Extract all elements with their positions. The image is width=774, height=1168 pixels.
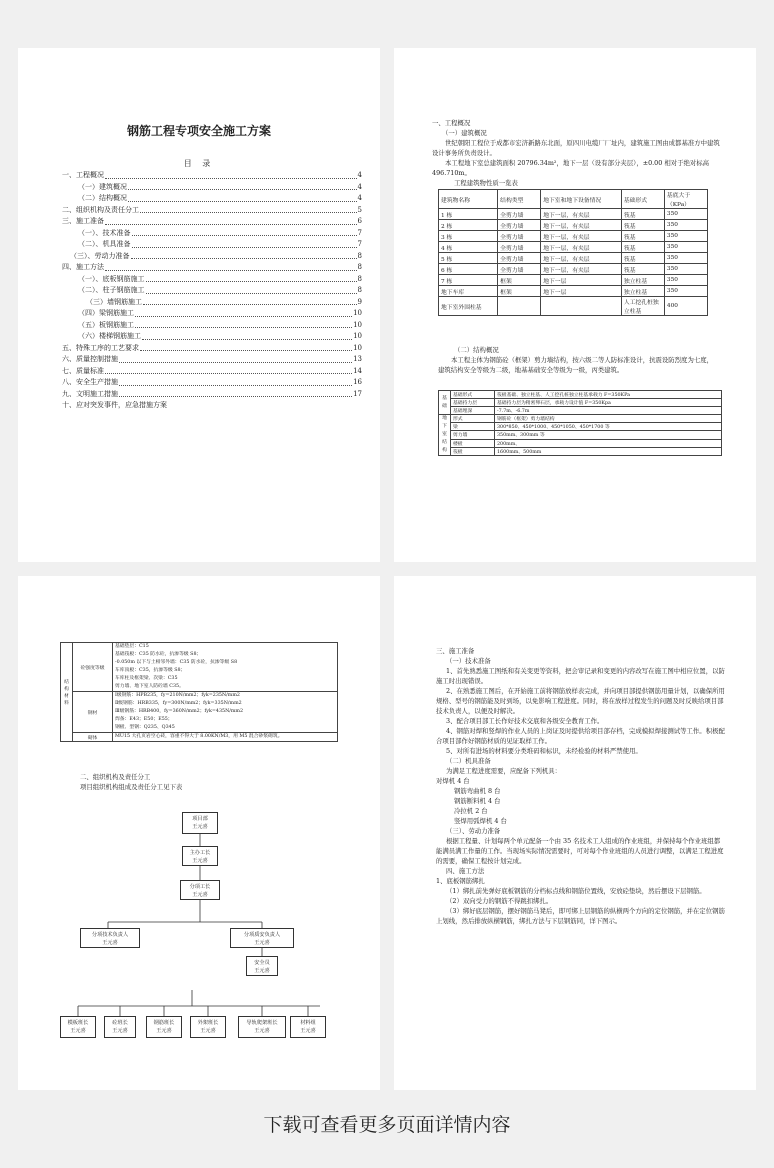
table-cell: 形式 — [451, 415, 495, 423]
table-header-cell: 基底大于（KPa） — [664, 190, 707, 209]
table-cell: 全剪力墙 — [498, 264, 541, 275]
table-cell: 梁 — [451, 423, 495, 431]
paragraph: 冷拉机 2 台 — [454, 807, 488, 815]
table-cell: 地下一层，有夹层 — [541, 209, 622, 220]
toc-item-label: （二）、柱子钢筋施工 — [78, 286, 145, 294]
table-value-line: 基础筏板：C35 防水砼，抗渗等级 S8； — [115, 652, 202, 657]
org-node-role: 安全员 — [254, 960, 270, 966]
table-cell: 筏基 — [621, 209, 664, 220]
toc-item-label: （六）楼梯钢筋施工 — [78, 332, 141, 340]
toc-dots — [119, 354, 352, 363]
paragraph: 四、施工方法 — [446, 867, 485, 875]
table-row — [439, 275, 708, 286]
table-row — [439, 415, 722, 423]
table-row — [439, 297, 708, 316]
toc-item-label: 一、工程概况 — [62, 171, 104, 179]
paragraph: （二）机具准备 — [446, 757, 491, 765]
structure-table — [438, 390, 722, 456]
org-node-role: 分项技术负责人 — [91, 932, 129, 938]
toc-item-label: （一）建筑概况 — [78, 182, 127, 191]
org-node-person: 王元喜 — [192, 892, 208, 898]
table-cell — [498, 297, 541, 316]
subsection-heading: （一）建筑概况 — [442, 129, 487, 137]
section-heading: 一、工程概况 — [432, 119, 471, 127]
paragraph: 3、配合项目部工长作好技术交底和各级安全教育工作。 — [446, 717, 604, 725]
table-cell: 6 栋 — [439, 264, 498, 275]
table-cell: 框架 — [498, 286, 541, 297]
document-page-4 — [394, 576, 756, 1090]
paragraph: 为满足工程进度需要，应配备下列机具： — [446, 767, 562, 775]
paragraph: （1）绑扎前先弹好底板钢筋的分档标点线和钢筋位置线，安放砼垫块，然后摆设下层钢筋。 — [446, 887, 706, 895]
table-value-line: Ⅲ级钢筋：HRB400，fy=360N/mm2；fyk=435N/mm2 — [115, 709, 244, 714]
toc-dots — [132, 239, 357, 248]
toc-dots — [143, 297, 357, 306]
toc-dots — [105, 170, 357, 179]
toc-dots — [140, 205, 357, 214]
org-node-person: 王元喜 — [200, 1028, 216, 1034]
document-page-1 — [18, 48, 380, 562]
table-value-line: 焊条：E43；E50；E55； — [115, 717, 173, 722]
table-cell: 3 栋 — [439, 231, 498, 242]
toc-item — [62, 193, 362, 205]
toc-item-page: 7 — [357, 240, 362, 248]
table-cell: 1 栋 — [439, 209, 498, 220]
body-text — [436, 646, 726, 926]
toc-item-page: 8 — [357, 274, 362, 283]
toc-dots — [128, 182, 357, 191]
table-cell: -7.7m、-6.7m — [495, 407, 722, 415]
toc-dots — [105, 366, 352, 375]
toc-item-label: （三）墙钢筋施工 — [86, 297, 142, 306]
toc-dots — [140, 343, 352, 352]
table-cell: 基础埋深 — [451, 407, 495, 415]
toc-item — [62, 205, 362, 217]
org-node-role: 主办工长 — [189, 850, 211, 856]
table-value-line: Ⅱ级钢筋：HRB335，fy=300N/mm2；fyk=335N/mm2 — [115, 701, 242, 706]
building-table — [438, 189, 708, 316]
toc-item-page: 16 — [353, 378, 362, 386]
toc-dots — [119, 389, 352, 398]
org-node-role: 材料组 — [300, 1020, 316, 1026]
toc-item-label: （一）、技术准备 — [78, 228, 131, 237]
org-node-person: 王元喜 — [156, 1028, 172, 1034]
table-cell: 楼板 — [451, 439, 495, 447]
toc-item — [62, 170, 362, 182]
table-row — [439, 220, 708, 231]
table-cell: 筏基 — [621, 231, 664, 242]
document-page-3 — [18, 576, 380, 1090]
toc-item-label: （一）、底板钢筋施工 — [78, 274, 145, 283]
row-group-label: 基础 — [439, 391, 451, 415]
table-header-cell: 地下室和地下设备情况 — [541, 190, 622, 209]
table-value-line: 车库顶板：C35，抗渗等级 S8； — [115, 668, 186, 673]
table-cell: 300*850、450*1000、450*1050、450*1700 等 — [495, 423, 722, 431]
table-cell: 地下一层 — [541, 275, 622, 286]
paragraph: 钢筋断料机 4 台 — [454, 797, 501, 805]
org-node-role: 外架班长 — [197, 1020, 219, 1026]
table-cell: 350 — [664, 209, 707, 220]
org-node-project — [182, 812, 218, 834]
paragraph: 钢筋弯曲机 8 台 — [454, 787, 501, 795]
toc-item-label: 三、施工准备 — [62, 217, 104, 225]
toc-heading: 目 录 — [183, 159, 215, 168]
paragraph: （一）技术准备 — [446, 657, 491, 665]
table-cell: 剪力墙 — [451, 431, 495, 439]
table-row — [439, 231, 708, 242]
table-cell: 筏基 — [621, 264, 664, 275]
org-node-person: 王元喜 — [300, 1028, 316, 1034]
org-node-person: 王元喜 — [112, 1028, 128, 1034]
table-cell: 350 — [664, 286, 707, 297]
org-node-person: 王元喜 — [192, 858, 208, 864]
org-node-team-lead — [190, 1016, 226, 1038]
table-cell: 钢筋砼（框架）剪力墙结构 — [495, 415, 722, 423]
toc-item-label: 九、文明施工措施 — [62, 389, 118, 398]
table-cell: 独立柱基 — [621, 286, 664, 297]
table-header-cell: 建筑物名称 — [439, 190, 498, 209]
document-page-2 — [394, 48, 756, 562]
row-group-label: 结构材料 — [61, 643, 73, 742]
table-cell: 筏基 — [621, 220, 664, 231]
toc-item — [62, 297, 362, 309]
table-cell: 地下车库 — [439, 286, 498, 297]
toc-item — [62, 239, 362, 251]
table-cell: 地下一层，有夹层 — [541, 220, 622, 231]
paragraph: 竖焊用弧焊机 4 台 — [454, 817, 507, 825]
org-node-person: 王元喜 — [102, 940, 118, 946]
toc-item-page: 14 — [353, 366, 362, 375]
table-cell: 地下一层，有夹层 — [541, 264, 622, 275]
table-cell: 400 — [664, 297, 707, 316]
paragraph: 4、钢筋对焊和竖焊的作业人员的上岗证及时提供给项目部存档，完成模拟焊接测试等工作。积极配合项目部作好钢筋材质的见证取样工作。 — [436, 727, 725, 745]
table-row — [439, 439, 722, 447]
toc-dots — [132, 228, 357, 237]
table-key-cell: 砼强度等级 — [73, 643, 113, 692]
building-table-wrapper — [438, 189, 708, 316]
org-node-main-foreman — [182, 846, 218, 866]
paragraph: （3）绑好底层钢筋，摆好钢筋马凳后，即可绑上层钢筋的纵横两个方向的定位钢筋，并在定位钢筋上划线，然后排放纵横钢筋，绑扎方法与下层钢筋同，详下图示。 — [436, 907, 725, 925]
table-header-row — [439, 190, 708, 209]
org-node-team-lead — [290, 1016, 326, 1038]
toc-dots — [142, 331, 352, 340]
toc-dots — [119, 377, 352, 386]
table-cell: 地下室外围柱基 — [439, 297, 498, 316]
table-cell: 5 栋 — [439, 253, 498, 264]
paragraph: 三、施工准备 — [436, 647, 475, 655]
table-cell: 人工挖孔桩独立柱基 — [621, 297, 664, 316]
paragraph: 1、首先熟悉施工图纸和有关变更等资料，把会审记录和变更的内容改写在施工图中相应位置，以防施工时出现错误。 — [436, 667, 725, 685]
toc-item — [62, 400, 362, 412]
org-node-person: 王元喜 — [254, 968, 270, 974]
table-cell: 地下一层，有夹层 — [541, 253, 622, 264]
table-key-cell: 钢材 — [73, 692, 113, 733]
toc-item-label: 七、质量标准 — [62, 366, 104, 375]
org-node-person: 王元喜 — [192, 824, 208, 830]
toc-item-page: 8 — [357, 286, 362, 294]
toc-item — [62, 354, 362, 366]
toc-dots — [146, 285, 357, 294]
toc-item-label: （二）结构概况 — [78, 194, 127, 202]
toc-item — [62, 343, 362, 355]
table-cell: 全剪力墙 — [498, 231, 541, 242]
table-cell: 全剪力墙 — [498, 253, 541, 264]
table-row — [439, 253, 708, 264]
toc-dots — [135, 308, 352, 317]
org-node-team-lead — [238, 1016, 286, 1038]
table-cell: 350 — [664, 220, 707, 231]
table-cell: 筏基 — [621, 242, 664, 253]
org-node-role: 钢筋班长 — [153, 1020, 175, 1026]
table-value-line: -0.050m 以下与土相邻外墙：C35 防水砼，抗渗等级 S8 — [115, 660, 238, 665]
org-node-team-lead — [146, 1016, 182, 1038]
org-node-role: 导轨爬架班长 — [246, 1020, 278, 1026]
org-node-role: 砼班长 — [112, 1020, 128, 1026]
table-header-cell: 基础形式 — [621, 190, 664, 209]
table-row — [439, 209, 708, 220]
toc-item-page: 5 — [357, 205, 362, 214]
toc-item-page: 4 — [357, 194, 362, 202]
download-more-caption: 下载可查看更多页面详情内容 — [263, 1114, 511, 1136]
table-cell: 筏板基础、独立柱基、人工挖孔桩独立柱基承载力 F=350KPa — [495, 391, 722, 399]
paragraph: （2）双向受力的钢筋不得跳扣绑扎。 — [446, 897, 553, 905]
org-node-team-lead — [60, 1016, 96, 1038]
org-node-quality-safety-lead — [230, 928, 294, 948]
toc-item — [62, 320, 362, 332]
table-cell: 筏基 — [621, 253, 664, 264]
org-node-person: 王元喜 — [254, 940, 270, 946]
table-header-cell: 结构类型 — [498, 190, 541, 209]
toc-item — [62, 331, 362, 343]
table-value-line: MU15 大孔页岩空心砖，容重不得大于 8.00KN/M3，用 M5 混合砂浆砌筑。 — [115, 734, 283, 739]
org-node-sub-foreman — [180, 880, 220, 900]
toc-item-page: 10 — [353, 343, 362, 352]
table-row — [439, 423, 722, 431]
toc-item-page: 10 — [353, 309, 362, 317]
toc-item-page: 10 — [353, 332, 362, 340]
org-node-role: 分项工长 — [189, 884, 211, 890]
table-row — [439, 286, 708, 297]
toc-item — [62, 274, 362, 286]
table-cell: 200mm、 — [495, 439, 722, 447]
table-cell — [541, 297, 622, 316]
table-value-line: 钢板、型钢：Q235、Q345 — [115, 725, 175, 730]
section-subtitle: 项目组织机构组成及责任分工见下表 — [80, 783, 183, 791]
toc-dots — [105, 216, 357, 225]
table-key-cell: 砌体 — [73, 733, 113, 742]
toc-item-page: 9 — [357, 297, 362, 306]
table-cell: 2 栋 — [439, 220, 498, 231]
toc-item — [62, 262, 362, 274]
org-node-person: 王元喜 — [70, 1028, 86, 1034]
paragraph: 1、底板钢筋绑扎 — [436, 877, 485, 885]
table-cell: 全剪力墙 — [498, 209, 541, 220]
toc-item-label: 八、安全生产措施 — [62, 378, 118, 386]
table-cell: 全剪力墙 — [498, 220, 541, 231]
org-node-safety-officer — [246, 956, 278, 976]
toc-item — [62, 285, 362, 297]
table-value-line: 车库柱及框架梁、次梁：C35 — [115, 676, 178, 681]
toc-item-page: 7 — [357, 228, 362, 237]
toc-item — [62, 216, 362, 228]
table-cell: 地下一层，有夹层 — [541, 231, 622, 242]
toc-item-label: 十、应对突发事件，应急措施方案 — [62, 401, 167, 409]
toc-dots — [105, 262, 357, 271]
org-node-person: 王元喜 — [254, 1028, 270, 1034]
table-value-line: 剪力墙、地下室人防砼墙 C35。 — [115, 684, 184, 689]
toc-item-label: 五、特殊工序的工艺要求 — [62, 343, 139, 352]
toc-item — [62, 389, 362, 401]
table-cell: 全剪力墙 — [498, 242, 541, 253]
paragraph: 2、在熟悉施工图后，在开始施工前将钢筋放样表完成，并向项目部提供钢筋用量计划，以确保所用规格、型号的钢筋能及时到场，以免影响工程进度。同时，将在放样过程发生的问题及时反映给项目部技术负责人，以便及时解决。 — [436, 687, 725, 715]
document-title: 钢筋工程专项安全施工方案 — [126, 124, 271, 138]
toc-item-page: 4 — [357, 171, 362, 179]
toc-item-label: （三）、劳动力准备 — [70, 251, 130, 260]
paragraph: 本工程主体为钢筋砼（框架）剪力墙结构，按六级二等人防标准设计，抗震设防烈度为七度，建筑结构安全等级为二级，地基基础安全等级为一级，丙类建筑。 — [438, 356, 714, 374]
toc-item-page: 8 — [357, 251, 362, 260]
structure-table-wrapper — [438, 390, 722, 456]
toc-item — [62, 182, 362, 194]
table-cell: 地下一层 — [541, 286, 622, 297]
toc-item — [62, 377, 362, 389]
table-cell: 350mm、300mm 等 — [495, 431, 722, 439]
toc-item — [62, 308, 362, 320]
table-value-line: 基础垫层：C15 — [115, 644, 149, 649]
paragraph: （三）、劳动力准备 — [446, 827, 501, 835]
table-row — [439, 407, 722, 415]
toc-dots — [146, 274, 357, 283]
toc-dots — [135, 320, 352, 329]
table-cell: 框架 — [498, 275, 541, 286]
table-caption: 工程建筑物性质一览表 — [454, 179, 518, 187]
section-heading: 二、组织机构及责任分工 — [80, 773, 151, 781]
table-cell: 350 — [664, 253, 707, 264]
table-cell: 筏板 — [451, 447, 495, 455]
org-node-tech-lead — [80, 928, 140, 948]
toc-item — [62, 366, 362, 378]
paragraph: 对焊机 4 台 — [436, 777, 470, 785]
table-cell: 基础形式 — [451, 391, 495, 399]
toc-item-label: 四、施工方法 — [62, 263, 104, 271]
table-cell: 1600mm、500mm — [495, 447, 722, 455]
paragraph: 5、对所有进场的材料要分类堆码和标识，未经检验的材料严禁使用。 — [446, 747, 642, 755]
toc-item — [62, 228, 362, 240]
paragraph: 世纪朝阳工程位于成都市宏济新路东北面，原四川电缆厂厂址内，建筑施工图由成都基准方中建筑设计事务所负责设计。 — [432, 139, 720, 157]
table-row — [439, 391, 722, 399]
row-group-label: 地下室结构 — [439, 415, 451, 456]
toc-item-label: 六、质量控制措施 — [62, 355, 118, 363]
toc-dots — [128, 193, 357, 202]
toc-item-page: 17 — [353, 389, 362, 398]
table-row — [439, 431, 722, 439]
paragraph: 本工程地下室总建筑面积 20796.34m²，地下一层（设有部分夹层），±0.00 相对于绝对标高 496.710m。 — [432, 159, 710, 177]
toc-item-page: 8 — [357, 263, 362, 271]
toc-dots — [131, 251, 357, 260]
table-of-contents — [62, 170, 362, 412]
toc-item-page: 6 — [357, 217, 362, 225]
subsection-heading: （二）结构概况 — [454, 346, 499, 354]
toc-item-page: 13 — [353, 355, 362, 363]
table-cell: 地下一层，有夹层 — [541, 242, 622, 253]
table-cell: 基础持力层为稍密卵石层，承载力设计值 F=350Kpa — [495, 399, 722, 407]
toc-item — [62, 251, 362, 263]
table-cell: 7 栋 — [439, 275, 498, 286]
table-cell: 基础持力层 — [451, 399, 495, 407]
org-node-role: 分项质安负责人 — [243, 932, 281, 938]
toc-item-page: 10 — [353, 320, 362, 329]
table-row — [439, 447, 722, 455]
toc-item-label: 二、组织机构及责任分工 — [62, 205, 139, 214]
org-node-role: 模板班长 — [67, 1020, 89, 1026]
table-value-line: Ⅰ级钢筋：HPB235，fy=210N/mm2；fyk=235N/mm2 — [115, 693, 240, 698]
toc-item-label: （五）板钢筋施工 — [78, 320, 134, 329]
table-cell: 独立柱基 — [621, 275, 664, 286]
org-node-team-lead — [104, 1016, 136, 1038]
paragraph: 根据工程量、计划每两个单元配备一个由 35 名技术工人组成的作业班组，并保持每个作业班组都能满员满工作量的工作。当现场实际情况需要时，可对每个作业班组的人员进行调整，以满足工程进度的需要，确保工程按计划完成。 — [436, 837, 724, 865]
table-cell: 350 — [664, 264, 707, 275]
table-cell: 4 栋 — [439, 242, 498, 253]
table-row — [439, 399, 722, 407]
table-row — [439, 264, 708, 275]
org-node-role: 项目部 — [192, 816, 208, 822]
toc-item-label: （四）梁钢筋施工 — [78, 309, 134, 317]
table-cell: 350 — [664, 275, 707, 286]
table-row — [439, 242, 708, 253]
table-cell: 350 — [664, 231, 707, 242]
toc-item-page: 4 — [357, 182, 362, 191]
table-cell: 350 — [664, 242, 707, 253]
toc-item-label: （二）、机具准备 — [78, 240, 131, 248]
